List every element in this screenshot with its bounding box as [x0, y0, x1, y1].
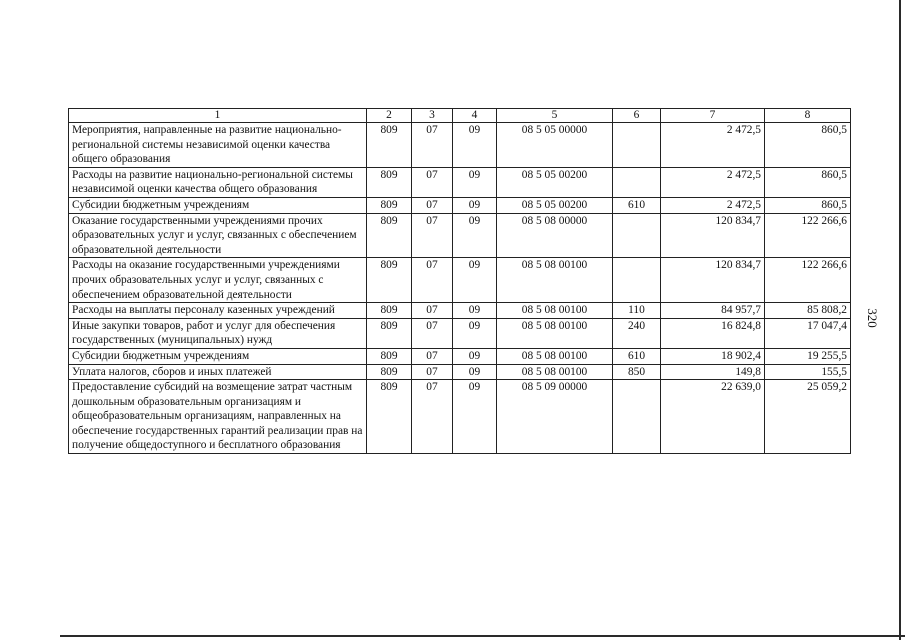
cell-section: 07: [412, 213, 453, 258]
cell-subsection: 09: [453, 123, 497, 168]
cell-target-article: 08 5 08 00100: [497, 258, 613, 303]
column-header: 2: [367, 109, 412, 123]
cell-expense-type: 850: [613, 364, 661, 380]
cell-target-article: 08 5 08 00100: [497, 348, 613, 364]
table-row: [69, 318, 851, 348]
cell-expense-type: 610: [613, 197, 661, 213]
cell-amount-8: 155,5: [765, 364, 851, 380]
cell-expense-type: [613, 380, 661, 454]
cell-subsection: 09: [453, 197, 497, 213]
cell-target-article: 08 5 05 00200: [497, 197, 613, 213]
table-row: [69, 213, 851, 258]
cell-section: 07: [412, 258, 453, 303]
row-name: Мероприятия, направленные на развитие национально-региональной системы независимой оценки качества общего образования: [69, 123, 367, 168]
column-header: 3: [412, 109, 453, 123]
cell-admin-code: 809: [367, 213, 412, 258]
column-header: 5: [497, 109, 613, 123]
table-row: [69, 364, 851, 380]
cell-expense-type: 110: [613, 303, 661, 319]
cell-amount-7: 16 824,8: [661, 318, 765, 348]
row-name: Субсидии бюджетным учреждениям: [69, 348, 367, 364]
row-name: Расходы на оказание государственными учреждениями прочих образовательных услуг и услуг, связанных с обеспечением образовательной деятельности: [69, 258, 367, 303]
cell-expense-type: [613, 258, 661, 303]
cell-subsection: 09: [453, 167, 497, 197]
cell-subsection: 09: [453, 258, 497, 303]
cell-section: 07: [412, 303, 453, 319]
cell-amount-8: 17 047,4: [765, 318, 851, 348]
cell-amount-8: 860,5: [765, 123, 851, 168]
cell-subsection: 09: [453, 318, 497, 348]
row-name: Субсидии бюджетным учреждениям: [69, 197, 367, 213]
page-number: 320: [864, 308, 880, 328]
cell-target-article: 08 5 09 00000: [497, 380, 613, 454]
cell-amount-7: 84 957,7: [661, 303, 765, 319]
cell-subsection: 09: [453, 380, 497, 454]
table-row: [69, 348, 851, 364]
column-header: 8: [765, 109, 851, 123]
cell-amount-8: 85 808,2: [765, 303, 851, 319]
cell-amount-8: 19 255,5: [765, 348, 851, 364]
cell-admin-code: 809: [367, 123, 412, 168]
cell-admin-code: 809: [367, 364, 412, 380]
cell-section: 07: [412, 167, 453, 197]
cell-admin-code: 809: [367, 258, 412, 303]
table-row: [69, 258, 851, 303]
cell-amount-7: 22 639,0: [661, 380, 765, 454]
cell-subsection: 09: [453, 364, 497, 380]
cell-admin-code: 809: [367, 348, 412, 364]
cell-subsection: 09: [453, 348, 497, 364]
cell-amount-8: 25 059,2: [765, 380, 851, 454]
cell-section: 07: [412, 197, 453, 213]
cell-expense-type: [613, 123, 661, 168]
cell-target-article: 08 5 08 00100: [497, 318, 613, 348]
column-header: 1: [69, 109, 367, 123]
cell-amount-8: 860,5: [765, 197, 851, 213]
cell-section: 07: [412, 380, 453, 454]
cell-amount-8: 122 266,6: [765, 213, 851, 258]
row-name: Расходы на выплаты персоналу казенных учреждений: [69, 303, 367, 319]
table-row: [69, 380, 851, 454]
cell-target-article: 08 5 05 00000: [497, 123, 613, 168]
cell-amount-7: 2 472,5: [661, 197, 765, 213]
cell-admin-code: 809: [367, 303, 412, 319]
cell-expense-type: 240: [613, 318, 661, 348]
row-name: Предоставление субсидий на возмещение затрат частным дошкольным образовательным организациям и общеобразовательным организациям, направленных на обеспечение государственных гарантий реализации прав на получение общедоступного и бесплатного образования: [69, 380, 367, 454]
cell-target-article: 08 5 08 00000: [497, 213, 613, 258]
cell-amount-8: 860,5: [765, 167, 851, 197]
table-row: [69, 197, 851, 213]
row-name: Иные закупки товаров, работ и услуг для обеспечения государственных (муниципальных) нужд: [69, 318, 367, 348]
cell-admin-code: 809: [367, 167, 412, 197]
row-name: Расходы на развитие национально-региональной системы независимой оценки качества общего образования: [69, 167, 367, 197]
scan-edge-bottom: [60, 635, 905, 637]
cell-amount-7: 120 834,7: [661, 258, 765, 303]
cell-admin-code: 809: [367, 318, 412, 348]
cell-section: 07: [412, 364, 453, 380]
cell-admin-code: 809: [367, 380, 412, 454]
cell-section: 07: [412, 348, 453, 364]
cell-subsection: 09: [453, 213, 497, 258]
cell-amount-7: 2 472,5: [661, 123, 765, 168]
cell-amount-7: 18 902,4: [661, 348, 765, 364]
cell-expense-type: 610: [613, 348, 661, 364]
table-row: [69, 303, 851, 319]
budget-table: [68, 108, 851, 454]
cell-admin-code: 809: [367, 197, 412, 213]
cell-amount-7: 149,8: [661, 364, 765, 380]
column-header: 4: [453, 109, 497, 123]
cell-section: 07: [412, 123, 453, 168]
table-row: [69, 123, 851, 168]
scan-edge-right: [899, 0, 901, 640]
cell-amount-7: 2 472,5: [661, 167, 765, 197]
column-header: 6: [613, 109, 661, 123]
cell-amount-7: 120 834,7: [661, 213, 765, 258]
table-row: [69, 167, 851, 197]
row-name: Уплата налогов, сборов и иных платежей: [69, 364, 367, 380]
cell-expense-type: [613, 213, 661, 258]
cell-target-article: 08 5 08 00100: [497, 364, 613, 380]
cell-amount-8: 122 266,6: [765, 258, 851, 303]
column-header: 7: [661, 109, 765, 123]
cell-target-article: 08 5 05 00200: [497, 167, 613, 197]
table-header-row: [69, 109, 851, 123]
cell-section: 07: [412, 318, 453, 348]
cell-subsection: 09: [453, 303, 497, 319]
cell-target-article: 08 5 08 00100: [497, 303, 613, 319]
row-name: Оказание государственными учреждениями прочих образовательных услуг и услуг, связанных с обеспечением образовательной деятельности: [69, 213, 367, 258]
cell-expense-type: [613, 167, 661, 197]
